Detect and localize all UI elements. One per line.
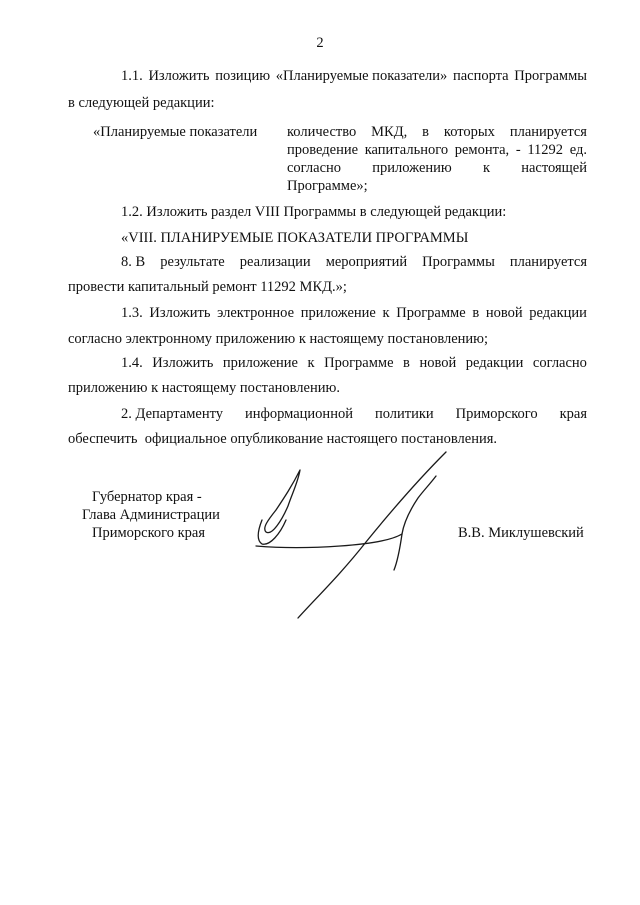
signature-stroke bbox=[265, 470, 300, 533]
table-right-line-2 bbox=[287, 141, 587, 159]
word: позицию bbox=[215, 68, 271, 84]
word: планируется bbox=[509, 124, 587, 140]
word: края bbox=[559, 406, 587, 422]
word: приложение bbox=[300, 305, 376, 321]
word: в bbox=[472, 305, 480, 321]
paragraph-1-4-line-1 bbox=[121, 354, 587, 372]
paragraph-1-3-line-1 bbox=[121, 304, 587, 322]
word: 11292 bbox=[527, 142, 564, 158]
table-right-line-4: Программе»; bbox=[287, 178, 368, 194]
word: проведение bbox=[287, 142, 359, 158]
signatory-title-line-2: Глава Администрации bbox=[82, 507, 220, 523]
table-left-cell: «Планируемые показатели bbox=[93, 124, 258, 140]
word: Изложить bbox=[149, 305, 211, 321]
paragraph-1-1-line-1 bbox=[121, 67, 587, 85]
word: приложение bbox=[222, 355, 298, 371]
word: - bbox=[515, 142, 521, 158]
word: редакции bbox=[465, 355, 524, 371]
section-heading: «VIII. ПЛАНИРУЕМЫЕ ПОКАЗАТЕЛИ ПРОГРАММЫ bbox=[121, 230, 469, 246]
signature-stroke bbox=[402, 476, 436, 534]
word: приложению bbox=[372, 160, 452, 176]
word: Программы bbox=[514, 68, 587, 84]
word: Программе bbox=[324, 355, 394, 371]
word: 2. Департаменту bbox=[121, 406, 223, 422]
word: 8. В bbox=[121, 254, 146, 270]
word: политики bbox=[374, 406, 434, 422]
word: к bbox=[482, 160, 490, 176]
signature-stroke bbox=[258, 520, 286, 544]
signatory-title-line-3: Приморского края bbox=[92, 525, 206, 541]
word: Программы bbox=[422, 254, 495, 270]
table-right-line-1 bbox=[287, 123, 587, 141]
word: ед. bbox=[569, 142, 587, 158]
word: 1.3. bbox=[121, 305, 143, 321]
word: новой bbox=[485, 305, 523, 321]
word: новой bbox=[419, 355, 457, 371]
paragraph-8-line-1 bbox=[121, 253, 587, 271]
word: Приморского bbox=[455, 406, 538, 422]
word: согласно bbox=[532, 355, 587, 371]
word: к bbox=[382, 305, 390, 321]
word: 1.1. bbox=[121, 68, 143, 84]
word: в bbox=[403, 355, 410, 371]
word: редакции bbox=[529, 305, 587, 321]
word: реализации bbox=[239, 254, 311, 270]
word: количество bbox=[287, 124, 357, 140]
table-right-line-3 bbox=[287, 159, 587, 177]
paragraph-8-line-2: провести капитальный ремонт 11292 МКД.»; bbox=[68, 279, 347, 295]
word: информационной bbox=[244, 406, 353, 422]
signature-stroke bbox=[394, 534, 402, 570]
signature-stroke bbox=[256, 534, 402, 548]
signature-stroke bbox=[298, 452, 446, 618]
signatory-name: В.В. Миклушевский bbox=[458, 525, 584, 541]
paragraph-1-2: 1.2. Изложить раздел VIII Программы в следующей редакции: bbox=[121, 204, 507, 220]
word: электронное bbox=[217, 305, 295, 321]
word: которых bbox=[443, 124, 495, 140]
word: в bbox=[422, 124, 429, 140]
word: согласно bbox=[287, 160, 342, 176]
word: паспорта bbox=[452, 68, 509, 84]
paragraph-1-4-line-2: приложению к настоящему постановлению. bbox=[68, 380, 340, 396]
signatory-title-line-1: Губернатор края - bbox=[92, 489, 202, 505]
paragraph-2-line-1 bbox=[121, 405, 587, 423]
paragraph-1-3-line-2: согласно электронному приложению к настоящему постановлению; bbox=[68, 331, 489, 347]
word: 1.4. bbox=[121, 355, 143, 371]
word: Изложить bbox=[152, 355, 214, 371]
word: ремонта, bbox=[454, 142, 510, 158]
word: к bbox=[307, 355, 315, 371]
word: планируется bbox=[509, 254, 587, 270]
page-number: 2 bbox=[316, 35, 324, 51]
word: мероприятий bbox=[325, 254, 408, 270]
word: настоящей bbox=[521, 160, 587, 176]
word: Изложить bbox=[148, 68, 210, 84]
paragraph-2-line-2: обеспечить официальное опубликование настоящего постановления. bbox=[68, 431, 498, 447]
word: результате bbox=[160, 254, 225, 270]
paragraph-1-1-line-2: в следующей редакции: bbox=[68, 95, 215, 111]
word: «Планируемые показатели» bbox=[275, 68, 448, 84]
word: Программе bbox=[396, 305, 466, 321]
word: капитального bbox=[364, 142, 449, 158]
word: МКД, bbox=[371, 124, 408, 140]
